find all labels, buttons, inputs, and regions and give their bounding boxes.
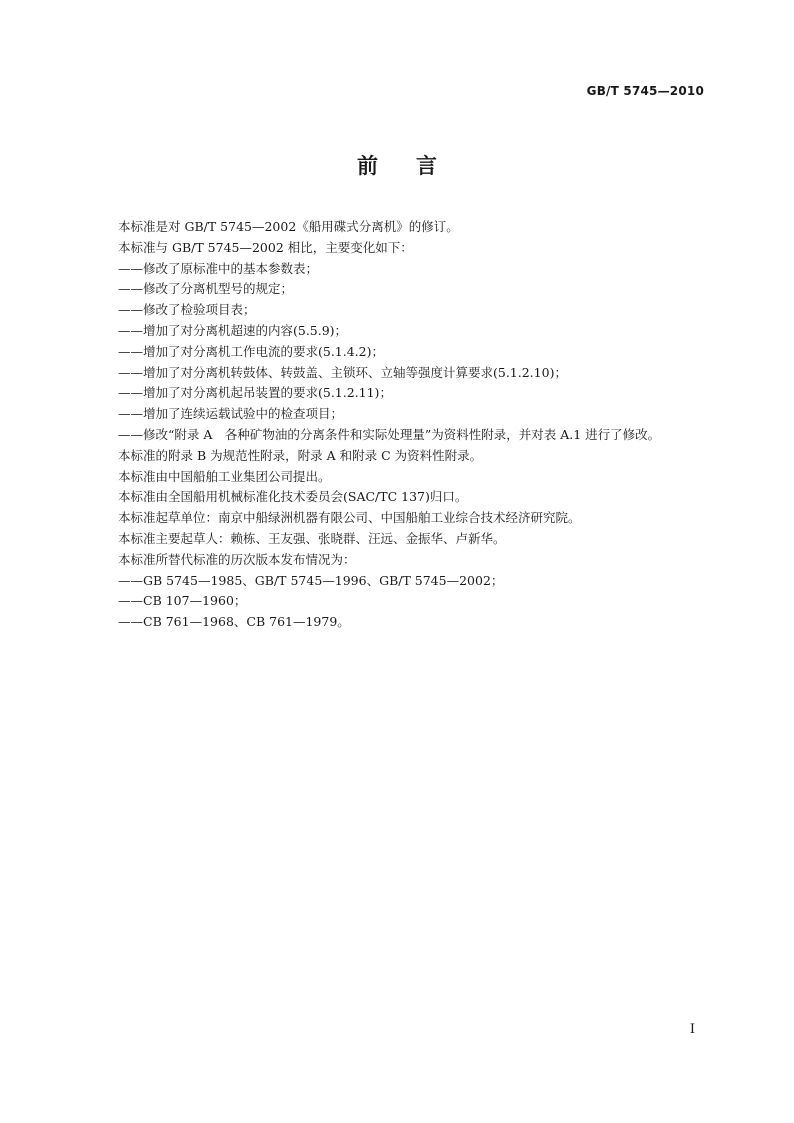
dash-marker: ——: [118, 426, 143, 442]
change-item-text: 修改了分离机型号的规定；: [143, 281, 294, 297]
annex-note: 本标准的附录 B 为规范性附录，附录 A 和附录 C 为资料性附录。: [118, 447, 483, 463]
change-item: [118, 321, 706, 342]
standard-number: GB/T 5745—2010: [586, 84, 704, 98]
history-intro: 本标准所替代标准的历次版本发布情况为：: [118, 551, 356, 567]
change-item: [118, 404, 706, 425]
history-item-text: GB 5745—1985、GB/T 5745—1996、GB/T 5745—2002；: [143, 572, 504, 588]
dash-marker: ——: [118, 322, 143, 338]
dash-marker: ——: [118, 302, 143, 318]
dash-marker: ——: [118, 572, 143, 588]
change-item-text: 增加了对分离机转鼓体、转鼓盖、主锁环、立轴等强度计算要求(5.1.2.10)；: [143, 364, 567, 380]
page-title: 前言: [357, 153, 475, 178]
drafters: 本标准主要起草人：赖栋、王友强、张晓群、汪远、金振华、卢新华。: [118, 530, 506, 546]
history-item: [118, 612, 706, 633]
change-item-text: 增加了对分离机超速的内容(5.5.9)；: [143, 322, 348, 338]
change-item: [118, 300, 706, 321]
history-item-text: CB 107—1960；: [143, 593, 247, 609]
page-number: I: [689, 1022, 695, 1037]
changes-intro: 本标准与 GB/T 5745—2002 相比，主要变化如下：: [118, 239, 413, 255]
change-item-text: 修改了检验项目表；: [143, 302, 256, 318]
change-item: [118, 259, 706, 280]
change-item-text: 修改“附录 A 各种矿物油的分离条件和实际处理量”为资料性附录，并对表 A.1 进行了修改。: [143, 426, 661, 442]
change-item-text: 增加了对分离机起吊装置的要求(5.1.2.11)；: [143, 385, 392, 401]
history-item-text: CB 761—1968、CB 761—1979。: [143, 614, 350, 630]
change-item: [118, 342, 706, 363]
foreword-body: [118, 217, 706, 633]
change-item: [118, 425, 706, 446]
dash-marker: ——: [118, 281, 143, 297]
drafting-units: 本标准起草单位：南京中船绿洲机器有限公司、中国船舶工业综合技术经济研究院。: [118, 510, 581, 526]
change-item: [118, 279, 706, 300]
centralized-by: 本标准由全国船用机械标准化技术委员会(SAC/TC 137)归口。: [118, 489, 468, 505]
dash-marker: ——: [118, 364, 143, 380]
change-item-text: 增加了连续运载试验中的检查项目；: [143, 406, 344, 422]
dash-marker: ——: [118, 385, 143, 401]
intro-paragraph: 本标准是对 GB/T 5745—2002《船用碟式分离机》的修订。: [118, 219, 459, 234]
dash-marker: ——: [118, 343, 143, 359]
history-item: [118, 591, 706, 612]
proposed-by: 本标准由中国船舶工业集团公司提出。: [118, 468, 331, 484]
history-item: [118, 571, 706, 592]
dash-marker: ——: [118, 406, 143, 422]
change-item: [118, 383, 706, 404]
change-item-text: 修改了原标准中的基本参数表；: [143, 260, 319, 276]
dash-marker: ——: [118, 614, 143, 630]
change-item-text: 增加了对分离机工作电流的要求(5.1.4.2)；: [143, 343, 384, 359]
dash-marker: ——: [118, 593, 143, 609]
dash-marker: ——: [118, 260, 143, 276]
change-item: [118, 363, 706, 384]
